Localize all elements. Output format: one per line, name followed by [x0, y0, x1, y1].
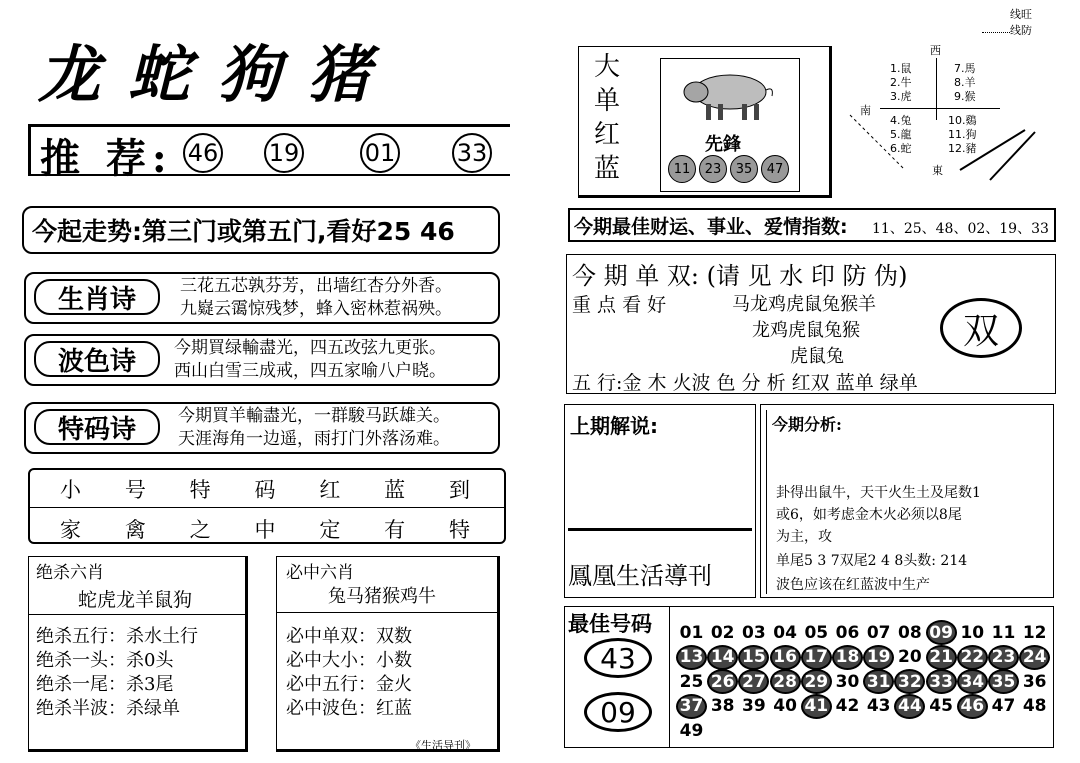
must-item: 必中单双：双数 — [286, 626, 412, 647]
must-item: 必中五行：金火 — [286, 674, 412, 695]
best-number: 25 — [679, 671, 704, 692]
kill-item: 绝杀五行：杀水土行 — [36, 626, 198, 647]
best-number: 32 — [894, 669, 925, 694]
must-item: 必中大小：小数 — [286, 650, 412, 671]
page-title: 龙蛇狗猪 — [38, 38, 399, 111]
best-number: 01 — [679, 622, 704, 643]
zodiac-lines — [840, 110, 1040, 185]
pioneer-label: 先鋒 — [705, 134, 741, 155]
pioneer-ball: 11 — [668, 155, 696, 183]
recommend-number: 46 — [183, 133, 223, 173]
poem-line: 今期買绿輸盡光，四五改弦九更张。 — [174, 338, 446, 358]
pioneer-ball: 47 — [761, 155, 789, 183]
best-number: 02 — [710, 622, 735, 643]
best-number-grid — [676, 620, 1052, 744]
zodiac-right-col: 10.鷄 11.狗 12.豬 — [948, 114, 977, 155]
best-number: 10 — [960, 622, 985, 643]
poem-label: 波色诗 — [34, 341, 160, 377]
kill-divider — [28, 614, 246, 615]
best-number: 31 — [863, 669, 894, 694]
best-number: 12 — [1022, 622, 1047, 643]
pig-image — [678, 62, 784, 124]
best-number: 47 — [991, 696, 1016, 716]
poem-line: 九嶷云霭惊残梦，蜂入密林惹祸殃。 — [180, 299, 452, 319]
wuxing-line: 五 行:金 木 火波 色 分 析 红双 蓝单 绿单 — [572, 372, 918, 394]
single-double-heading: 今 期 单 双: (请 见 水 印 防 伪) — [572, 262, 908, 290]
best-number: 38 — [710, 696, 735, 716]
best-number: 41 — [801, 694, 832, 719]
best-number: 09 — [926, 620, 957, 645]
index-values: 11、25、48、02、19、33 — [872, 221, 1049, 237]
hint-char: 号 — [124, 478, 146, 502]
best-number: 27 — [738, 669, 769, 694]
zodiac-south: 南 — [860, 104, 871, 117]
best-number: 33 — [926, 669, 957, 694]
must-divider — [276, 612, 498, 613]
best-number: 39 — [742, 696, 766, 716]
zodiac-right-col: 7.馬 8.羊 9.猴 — [954, 62, 976, 103]
best-number: 11 — [991, 622, 1016, 643]
focus-line: 虎鼠兔 — [790, 346, 844, 367]
index-label: 今期最佳财运、事业、爱情指数: — [574, 216, 848, 238]
best-number: 46 — [957, 694, 988, 719]
pioneer-side-text: 大 单 红 蓝 — [594, 52, 621, 184]
recommend-number: 01 — [360, 133, 400, 173]
best-number: 40 — [773, 696, 797, 716]
analysis-line: 波色应该在红蓝波中生产 — [776, 577, 930, 593]
analysis-line: 单尾5 3 7双尾2 4 8头数: 214 — [776, 553, 968, 569]
best-number: 08 — [898, 622, 922, 643]
best-pick: 43 — [584, 638, 652, 678]
hint-char: 特 — [189, 478, 211, 502]
hint-char: 有 — [384, 518, 406, 542]
last-analysis-label: 上期解说: — [570, 414, 658, 438]
recommend-number: 33 — [452, 133, 492, 173]
best-number: 07 — [866, 622, 891, 643]
poem-line: 天涯海角一边遥，雨打门外落汤难。 — [178, 429, 450, 449]
trend-text: 今起走势:第三门或第五门,看好25 46 — [32, 217, 455, 246]
poem-label: 生肖诗 — [34, 279, 160, 315]
best-number: 44 — [894, 694, 925, 719]
best-number: 14 — [707, 645, 738, 670]
poem-line: 三花五芯孰芬芳，出墙红杏分外香。 — [180, 276, 452, 296]
best-number: 22 — [957, 645, 988, 670]
poem-line: 今期買羊輸盡光，一群駿马跃雄关。 — [178, 406, 450, 426]
hint-char: 到 — [448, 478, 470, 502]
analysis-line: 或6，如考虑金木火必须以8尾 — [776, 507, 962, 523]
hint-grid-row — [60, 514, 470, 544]
zodiac-top-right: 线防 — [1010, 24, 1032, 37]
best-number: 15 — [738, 645, 769, 670]
hint-char: 家 — [60, 518, 81, 542]
kill-title: 绝杀六肖 — [36, 563, 104, 583]
hint-char: 定 — [319, 518, 341, 542]
poem-label: 特码诗 — [34, 409, 160, 445]
zodiac-top-right: 线旺 — [1010, 8, 1032, 21]
pioneer-ball: 35 — [730, 155, 758, 183]
hint-char: 码 — [254, 478, 276, 502]
must-title: 必中六肖 — [286, 563, 354, 583]
hint-char: 特 — [448, 518, 470, 542]
hint-char: 中 — [254, 518, 276, 542]
best-number: 30 — [835, 671, 860, 692]
best-number: 06 — [835, 622, 860, 643]
best-number: 17 — [801, 645, 832, 670]
best-number: 49 — [679, 720, 704, 741]
best-number: 26 — [707, 669, 738, 694]
hint-grid-divider — [28, 507, 506, 508]
must-item: 必中波色：红蓝 — [286, 698, 412, 719]
best-number: 20 — [898, 647, 922, 667]
best-number: 35 — [988, 669, 1019, 694]
best-number: 37 — [676, 694, 707, 719]
best-number: 34 — [957, 669, 988, 694]
analysis-line: 卦得出鼠牛，天干火生土及尾数1 — [776, 485, 981, 501]
best-number: 43 — [866, 696, 891, 716]
zodiac-west: 西 — [930, 44, 941, 57]
best-number: 16 — [770, 645, 801, 670]
hint-grid-row — [60, 474, 470, 504]
zodiac-east: 東 — [932, 164, 943, 177]
best-number: 42 — [835, 696, 860, 716]
must-footer: 《生活导刊》 — [410, 739, 476, 752]
hint-char: 禽 — [124, 518, 146, 542]
must-animals: 兔马猪猴鸡牛 — [328, 586, 436, 607]
best-pick: 09 — [584, 692, 652, 732]
hint-char: 之 — [189, 518, 211, 542]
hint-char: 蓝 — [384, 478, 406, 502]
best-number: 19 — [863, 645, 894, 670]
pioneer-ball: 23 — [699, 155, 727, 183]
best-number: 29 — [801, 669, 832, 694]
focus-line: 龙鸡虎鼠兔猴 — [752, 320, 860, 341]
focus-line: 马龙鸡虎鼠兔猴羊 — [732, 294, 876, 315]
best-number: 04 — [773, 622, 797, 643]
hint-char: 小 — [60, 478, 81, 502]
hint-char: 红 — [319, 478, 341, 502]
recommend-number: 19 — [264, 133, 304, 173]
poem-line: 西山白雪三成戒，四五家喻八户晓。 — [174, 361, 446, 381]
analysis-line: 为主，攻 — [776, 529, 832, 545]
zodiac-left-col: 4.兔 5.龍 6.蛇 — [890, 114, 912, 155]
kill-item: 绝杀一尾：杀3尾 — [36, 674, 174, 695]
best-number: 48 — [1022, 696, 1047, 716]
this-analysis-label: 今期分析: — [772, 415, 842, 434]
zodiac-left-col: 1.鼠 2.牛 3.虎 — [890, 62, 912, 103]
single-double-badge: 双 — [940, 298, 1022, 358]
best-number: 05 — [804, 622, 829, 643]
best-number: 23 — [988, 645, 1019, 670]
best-number: 24 — [1019, 645, 1050, 670]
recommend-label: 推 荐: — [40, 135, 173, 182]
best-number: 45 — [929, 696, 953, 716]
kill-item: 绝杀一头：杀0头 — [36, 650, 174, 671]
brand-text: 鳳凰生活導刊 — [568, 562, 712, 590]
best-number: 28 — [770, 669, 801, 694]
best-number: 36 — [1022, 671, 1047, 692]
kill-animals: 蛇虎龙羊鼠狗 — [78, 589, 193, 611]
best-number: 13 — [676, 645, 707, 670]
best-number: 21 — [926, 645, 957, 670]
kill-item: 绝杀半波：杀绿单 — [36, 698, 180, 719]
best-number: 18 — [832, 645, 863, 670]
best-label: 最佳号码 — [568, 612, 652, 636]
best-number: 03 — [742, 622, 766, 643]
focus-label: 重 点 看 好 — [572, 294, 667, 316]
